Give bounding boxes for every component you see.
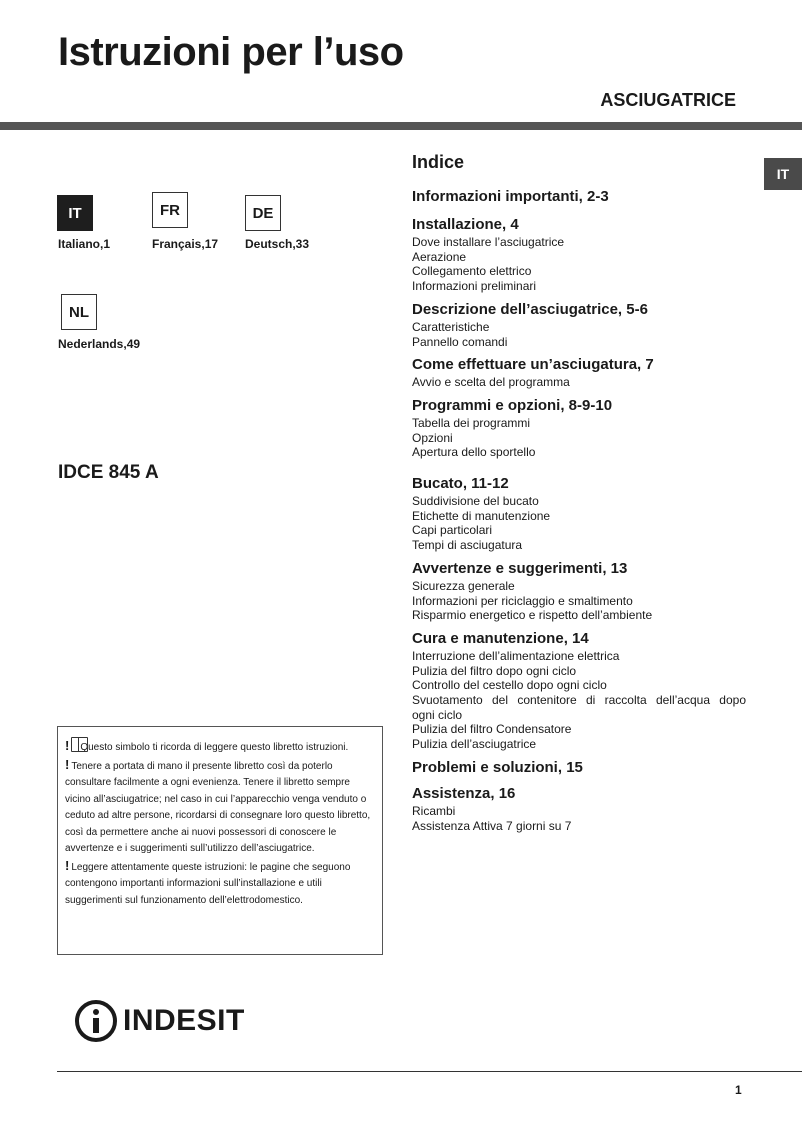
toc-items — [412, 320, 746, 349]
language-code-fr[interactable]: FR — [152, 192, 188, 228]
footer-divider — [57, 1071, 802, 1072]
language-code-it[interactable]: IT — [57, 195, 93, 231]
toc-section — [412, 559, 746, 623]
notice-box — [57, 726, 383, 955]
page-number: 1 — [735, 1083, 742, 1097]
model-number: IDCE 845 A — [58, 462, 159, 483]
toc-item[interactable]: Pulizia del filtro Condensatore — [412, 722, 572, 737]
toc-item[interactable]: Tabella dei programmi — [412, 415, 531, 430]
toc-section — [412, 474, 746, 553]
toc-item[interactable]: Etichette di manutenzione — [412, 508, 551, 523]
toc-item[interactable]: Caratteristiche — [412, 319, 490, 334]
toc-heading[interactable]: Problemi e soluzioni, 15 — [412, 758, 583, 776]
book-icon — [71, 737, 88, 752]
toc-section — [412, 784, 746, 833]
toc-item[interactable]: Apertura dello sportello — [412, 445, 536, 460]
toc-heading[interactable]: Informazioni importanti, 2-3 — [412, 188, 609, 205]
toc-items — [412, 649, 746, 752]
notice-text-2: Tenere a portata di mano il presente libretto così da poterlo consultare facilmente a ogni evenienza. Tenere il libretto sempre vicino all’asciugatrice; nel caso in cui l’apparecchio venga venduto o ceduto ad altre persone, ricordarsi di consegnare loro questo libretto, così da permettere anche ai nuovi possessori di conoscere le avvertenze e i suggerimenti sull’utilizzo dell’asciugatrice. — [65, 760, 371, 854]
notice-paragraph-2 — [65, 757, 375, 858]
toc-items — [412, 579, 746, 623]
toc-section — [412, 215, 746, 294]
table-of-contents — [412, 152, 746, 833]
toc-section — [412, 355, 746, 390]
toc-items — [412, 416, 746, 460]
toc-item[interactable]: Ricambi — [412, 803, 456, 818]
toc-items — [412, 375, 746, 390]
toc-heading[interactable]: Come effettuare un’asciugatura, 7 — [412, 356, 654, 374]
toc-heading[interactable]: Bucato, 11-12 — [412, 475, 509, 493]
toc-item[interactable]: Dove installare l’asciugatrice — [412, 235, 565, 249]
indesit-logo-icon — [75, 1000, 117, 1042]
toc-item[interactable]: Capi particolari — [412, 523, 493, 538]
toc-item[interactable]: Avvio e scelta del programma — [412, 375, 570, 390]
toc-items — [412, 494, 746, 553]
toc-item[interactable]: Svuotamento del contenitore di raccolta dell’acqua dopo — [412, 693, 746, 708]
toc-item[interactable]: Collegamento elettrico — [412, 264, 532, 279]
toc-heading[interactable]: Avvertenze e suggerimenti, 13 — [412, 559, 628, 577]
toc-items — [412, 804, 746, 833]
toc-section — [412, 187, 746, 207]
warning-icon: ! — [65, 756, 70, 772]
brand-name: INDESIT — [123, 1004, 245, 1037]
toc-item[interactable]: Suddivisione del bucato — [412, 494, 539, 509]
notice-text-1: Questo simbolo ti ricorda di leggere questo libretto istruzioni. — [80, 742, 349, 753]
notice-paragraph-3 — [65, 858, 375, 910]
toc-item[interactable]: Interruzione dell’alimentazione elettrica — [412, 648, 620, 663]
toc-section — [412, 396, 746, 460]
notice-text-3: Leggere attentamente queste istruzioni: le pagine che seguono contengono importanti informazioni sull’installazione e utili suggerimenti sul funzionamento dell’elettrodomestico. — [65, 861, 351, 906]
toc-item[interactable]: Opzioni — [412, 430, 453, 445]
language-label-it[interactable]: Italiano,1 — [58, 237, 111, 251]
toc-item[interactable]: Risparmio energetico e rispetto dell’ambiente — [412, 608, 653, 623]
toc-section — [412, 758, 746, 778]
language-code-nl[interactable]: NL — [61, 294, 97, 330]
toc-item[interactable]: ogni ciclo — [412, 707, 463, 722]
toc-item[interactable]: Controllo del cestello dopo ogni ciclo — [412, 678, 607, 693]
product-type: ASCIUGATRICE — [600, 90, 736, 110]
toc-item[interactable]: Pulizia dell’asciugatrice — [412, 737, 537, 752]
language-label-fr[interactable]: Français,17 — [152, 237, 219, 251]
page-title: Istruzioni per l’uso — [58, 30, 404, 74]
notice-paragraph-1 — [65, 737, 375, 757]
warning-icon: ! — [65, 738, 70, 753]
brand-logo — [75, 1000, 245, 1042]
language-label-de[interactable]: Deutsch,33 — [245, 237, 310, 251]
toc-items — [412, 235, 746, 294]
language-side-tab: IT — [764, 158, 802, 190]
toc-item[interactable]: Informazioni preliminari — [412, 279, 537, 294]
header-divider — [0, 122, 802, 130]
toc-item[interactable]: Informazioni per riciclaggio e smaltimento — [412, 593, 633, 608]
toc-item[interactable]: Aerazione — [412, 249, 467, 264]
language-code-de[interactable]: DE — [245, 195, 281, 231]
toc-item[interactable]: Assistenza Attiva 7 giorni su 7 — [412, 818, 572, 833]
toc-heading[interactable]: Assistenza, 16 — [412, 784, 516, 802]
toc-item[interactable]: Pulizia del filtro dopo ogni ciclo — [412, 663, 577, 678]
toc-heading[interactable]: Installazione, 4 — [412, 216, 519, 233]
warning-icon: ! — [65, 857, 70, 873]
toc-heading[interactable]: Descrizione dell’asciugatrice, 5-6 — [412, 300, 648, 318]
toc-item[interactable]: Sicurezza generale — [412, 578, 515, 593]
toc-section — [412, 300, 746, 349]
index-title: Indice — [412, 152, 465, 172]
toc-section — [412, 629, 746, 752]
toc-item[interactable]: Pannello comandi — [412, 334, 508, 349]
toc-heading[interactable]: Cura e manutenzione, 14 — [412, 629, 589, 647]
language-label-nl[interactable]: Nederlands,49 — [58, 337, 141, 351]
toc-heading[interactable]: Programmi e opzioni, 8-9-10 — [412, 396, 613, 414]
toc-item[interactable]: Tempi di asciugatura — [412, 538, 523, 553]
